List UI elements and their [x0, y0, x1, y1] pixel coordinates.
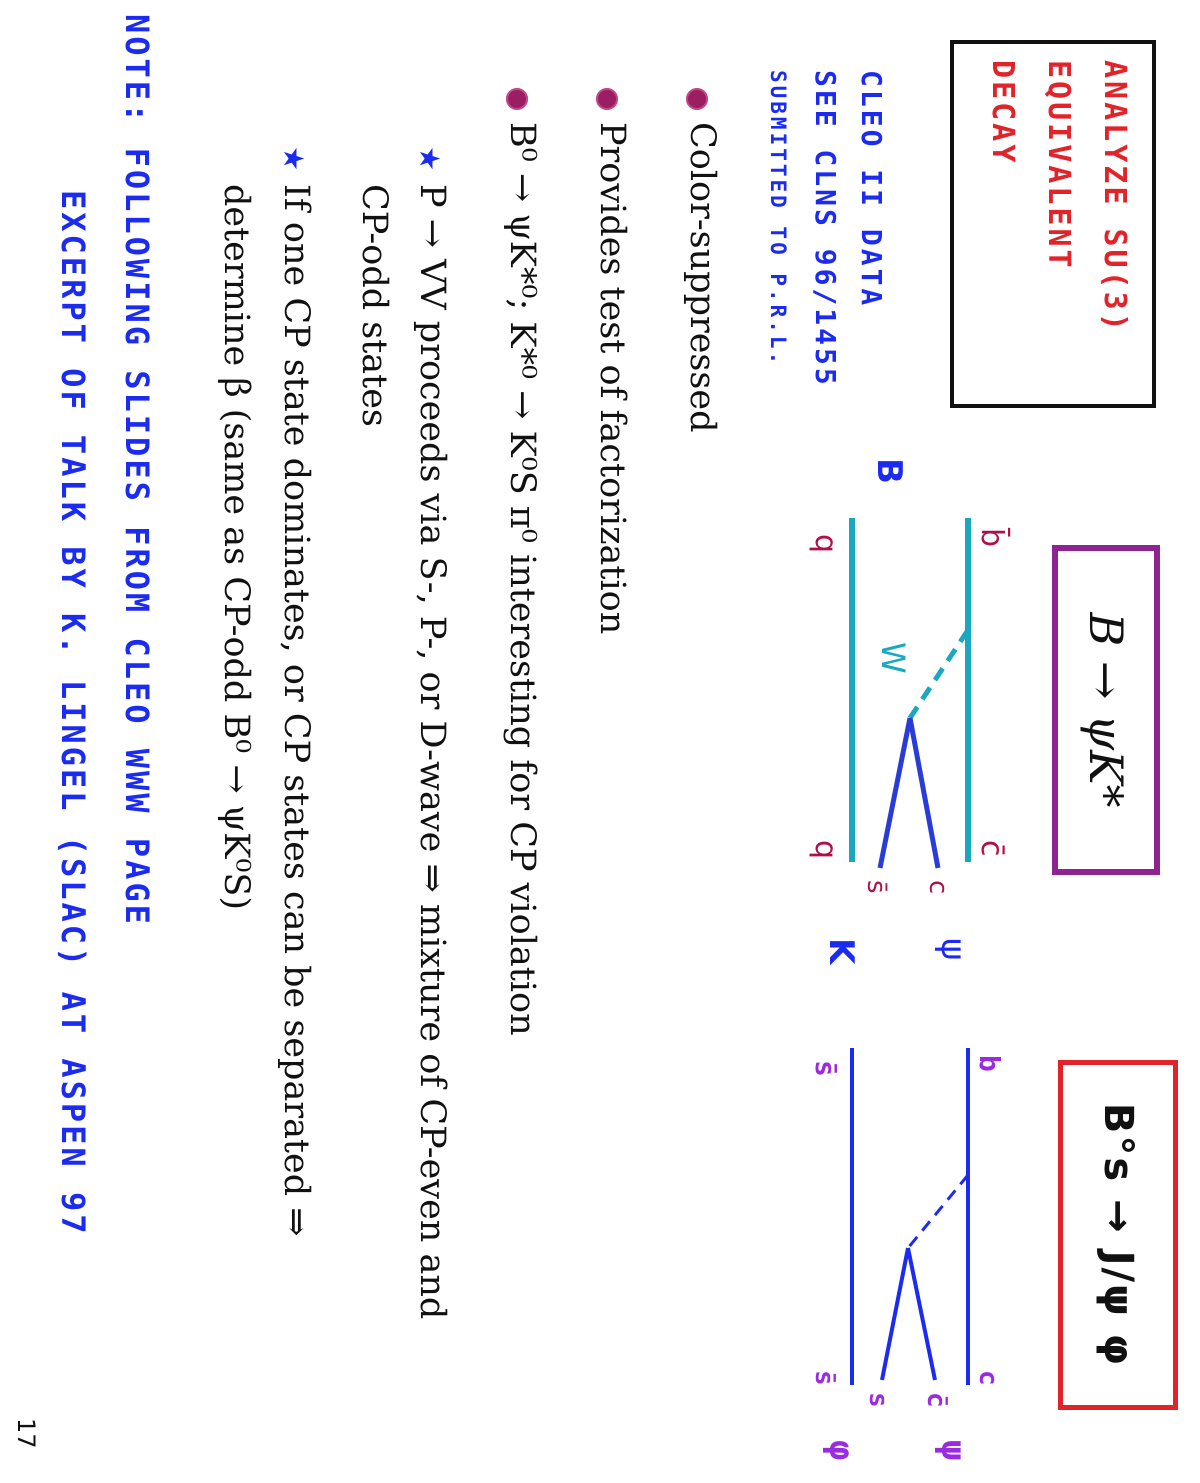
slide-title: B → ψK* [1079, 612, 1133, 808]
analyze-line-2: EQUIVALENT [1041, 60, 1076, 271]
label-cbar: c̄ [974, 840, 1009, 857]
hand-line-s [882, 1248, 908, 1380]
hand-label-b: b [973, 1055, 1006, 1072]
page-number: 17 [12, 1418, 40, 1449]
label-c: c [923, 880, 953, 895]
sub-bullet-pvv-line2: CP-odd states [354, 184, 394, 427]
hand-label-phi: φ [821, 1440, 861, 1461]
label-q-in: q [808, 534, 843, 554]
hand-label-psi: ψ [933, 1440, 973, 1461]
analyze-line-3: DECAY [985, 60, 1020, 166]
hand-line-cbar [908, 1248, 935, 1380]
note-line-1: NOTE: FOLLOWING SLIDES FROM CLEO WWW PAGE [118, 14, 156, 927]
hand-label-s: s [863, 1392, 893, 1408]
quark-line-c [910, 718, 938, 868]
label-k: K [821, 938, 861, 965]
hand-label-sbar-out: s̄ [809, 1370, 839, 1386]
sub-bullet-cp-state-line2: determine β (same as CP-odd B⁰ → ψK⁰S) [216, 184, 256, 911]
star-icon-1: ★ [413, 146, 446, 172]
bullet-color-suppressed: Color-suppressed [682, 122, 722, 433]
sub-bullet-cp-state-line1: If one CP state dominates, or CP states can be separated ⇒ [276, 184, 316, 1237]
label-sbar: s̄ [861, 880, 891, 894]
quark-line-sbar [880, 718, 910, 868]
hand-w-line [908, 1175, 968, 1248]
bullet-dot-3 [506, 88, 528, 110]
star-icon-2: ★ [277, 146, 310, 172]
label-b-meson: B [869, 458, 909, 484]
w-boson-line [910, 630, 968, 718]
hand-label-cbar: c̄ [921, 1392, 951, 1408]
bullet-cp-violation: B⁰ → ψK*⁰; K*⁰ → K⁰S π⁰ interesting for CP violation [502, 122, 542, 1036]
bs-title: B°s → J/ψ φ [1095, 1102, 1141, 1368]
label-bbar: b̄ [974, 528, 1009, 548]
hand-label-c: c [973, 1370, 1003, 1386]
see-clns-note: SEE CLNS 96/1455 [809, 70, 842, 388]
label-w: W [874, 642, 912, 674]
analyze-line-1: ANALYZE SU(3) [1097, 60, 1132, 334]
bullet-dot-1 [686, 88, 708, 110]
sub-bullet-pvv-line1: P → VV proceeds via S-, P-, or D-wave ⇒ mixture of CP-even and [412, 184, 452, 1320]
label-q-out: q [808, 840, 843, 860]
note-line-2: EXCERPT OF TALK BY K. LINGEL (SLAC) AT ASPEN 97 [54, 190, 92, 1237]
submitted-note: SUBMITTED TO P.R.L. [766, 70, 790, 368]
bullet-dot-2 [596, 88, 618, 110]
label-psi: ψ [933, 938, 973, 961]
bullet-factorization: Provides test of factorization [592, 122, 632, 635]
hand-label-sbar-in: s̄ [809, 1060, 842, 1077]
cleo-data-note: CLEO II DATA [855, 70, 888, 309]
